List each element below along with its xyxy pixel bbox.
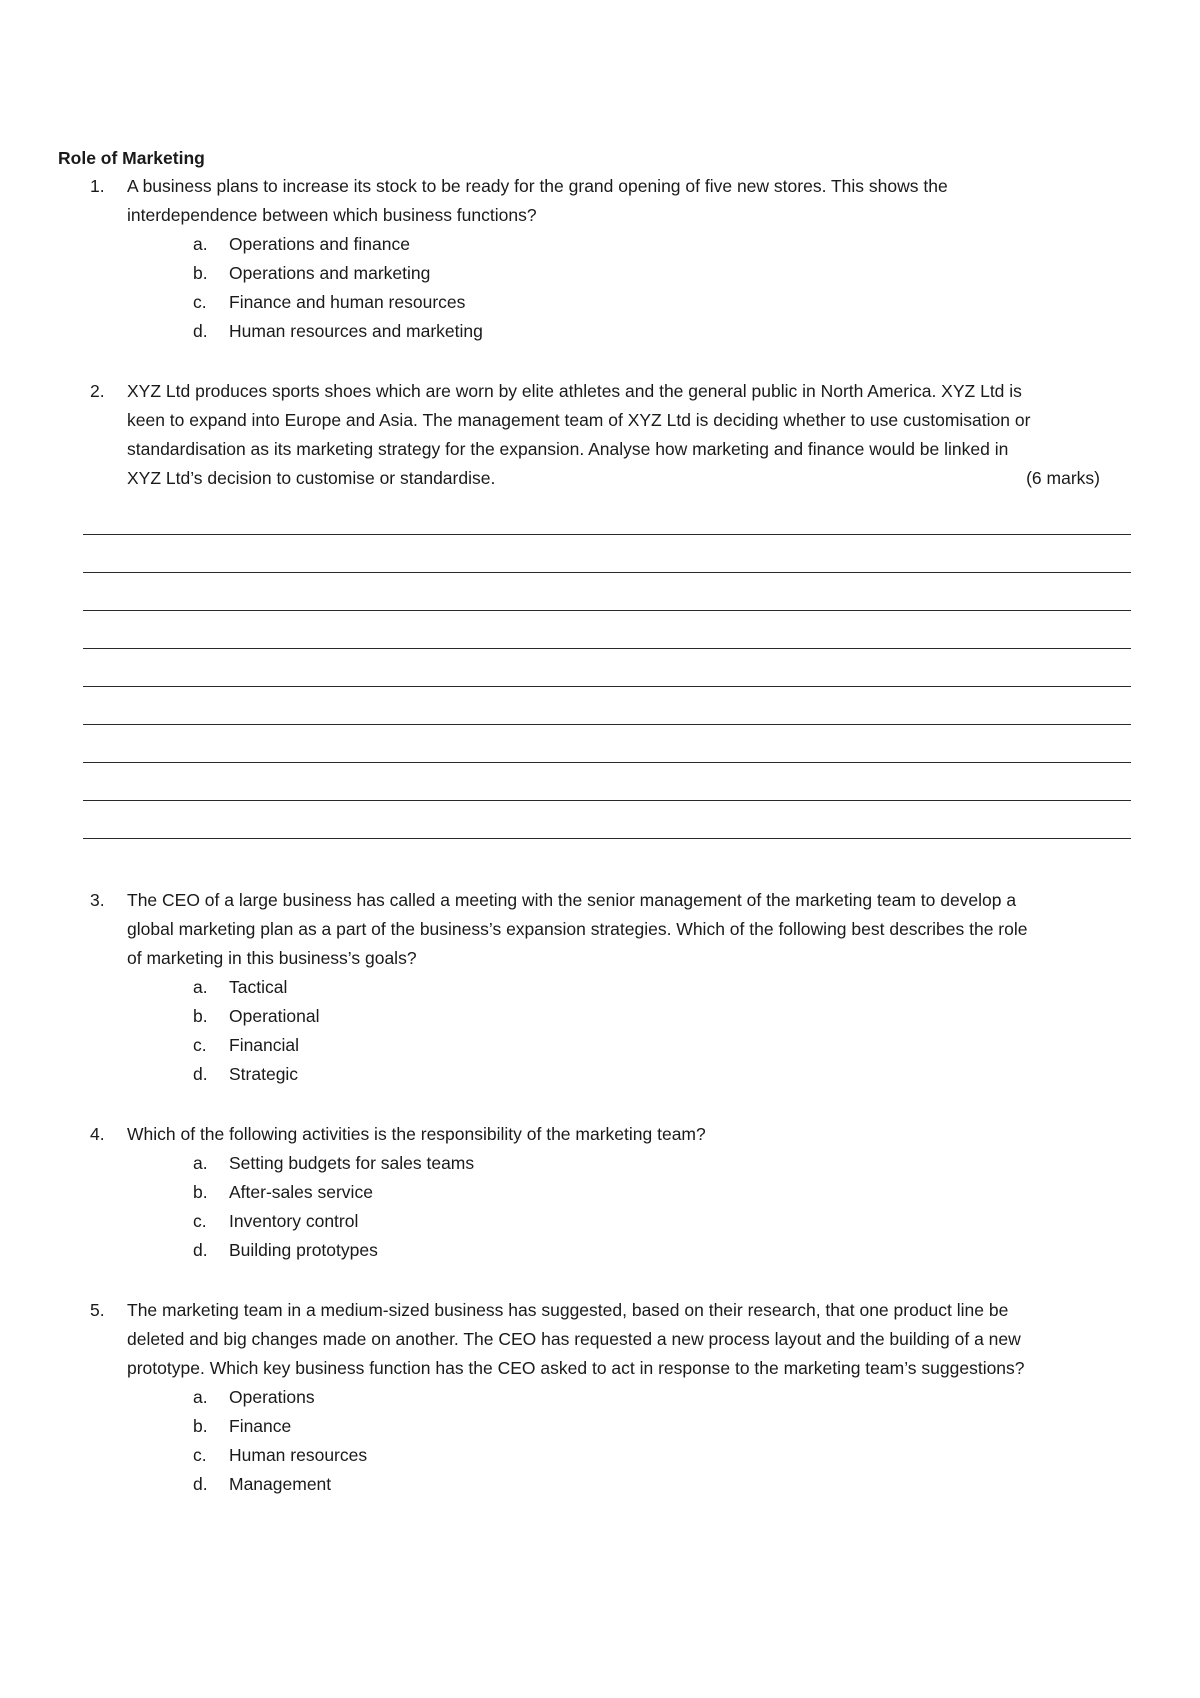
option-letter: c.: [193, 1035, 207, 1055]
option-text: Financial: [229, 1035, 300, 1055]
question-number: 5.: [90, 1300, 105, 1320]
answer-line[interactable]: [83, 762, 1131, 763]
option-d: [90, 317, 1120, 346]
option-a: [90, 230, 1120, 259]
question-line: [90, 435, 1120, 464]
question-1: [90, 172, 1120, 346]
answer-line[interactable]: [83, 724, 1131, 725]
option-letter: c.: [193, 1211, 207, 1231]
option-c: [90, 1207, 1120, 1236]
option-b: [90, 1002, 1120, 1031]
option-letter: a.: [193, 1153, 208, 1173]
answer-line[interactable]: [83, 572, 1131, 573]
question-line: [90, 464, 1120, 493]
option-a: [90, 973, 1120, 1002]
question-line: [90, 886, 1120, 915]
option-d: [90, 1470, 1120, 1499]
question-text: keen to expand into Europe and Asia. The management team of XYZ Ltd is deciding whether to use customisation or: [127, 410, 1031, 430]
question-text: global marketing plan as a part of the business’s expansion strategies. Which of the following best describes the role: [127, 919, 1028, 939]
marks-label: (6 marks): [1026, 468, 1100, 488]
question-line: [90, 915, 1120, 944]
option-text: Operations and finance: [229, 234, 410, 254]
option-text: After-sales service: [229, 1182, 373, 1202]
question-text: deleted and big changes made on another. The CEO has requested a new process layout and the building of a new: [127, 1329, 1021, 1349]
option-letter: a.: [193, 1387, 208, 1407]
answer-line[interactable]: [83, 686, 1131, 687]
question-text: XYZ Ltd’s decision to customise or standardise.: [127, 468, 496, 488]
option-letter: d.: [193, 1240, 208, 1260]
option-letter: d.: [193, 1064, 208, 1084]
question-text: interdependence between which business functions?: [127, 205, 537, 225]
option-letter: b.: [193, 1416, 208, 1436]
question-text: prototype. Which key business function has the CEO asked to act in response to the marketing team’s suggestions?: [127, 1358, 1025, 1378]
answer-line[interactable]: [83, 838, 1131, 839]
answer-line[interactable]: [83, 534, 1131, 535]
option-letter: c.: [193, 1445, 207, 1465]
question-line: [90, 1120, 1120, 1149]
option-b: [90, 1412, 1120, 1441]
option-text: Operations and marketing: [229, 263, 431, 283]
option-text: Finance and human resources: [229, 292, 466, 312]
question-number: 3.: [90, 890, 105, 910]
option-text: Building prototypes: [229, 1240, 378, 1260]
option-text: Setting budgets for sales teams: [229, 1153, 475, 1173]
question-number: 1.: [90, 176, 105, 196]
option-letter: d.: [193, 321, 208, 341]
option-b: [90, 259, 1120, 288]
option-text: Strategic: [229, 1064, 299, 1084]
question-line: [90, 1354, 1120, 1383]
question-line: [90, 201, 1120, 230]
question-line: [90, 377, 1120, 406]
question-3: [90, 886, 1120, 1089]
option-letter: b.: [193, 263, 208, 283]
option-letter: a.: [193, 977, 208, 997]
page-title: Role of Marketing: [58, 148, 205, 168]
question-number: 2.: [90, 381, 105, 401]
option-letter: a.: [193, 234, 208, 254]
answer-lines[interactable]: [83, 534, 1131, 876]
question-text: The marketing team in a medium-sized business has suggested, based on their research, that one product line be: [127, 1300, 1009, 1320]
option-a: [90, 1149, 1120, 1178]
question-5: [90, 1296, 1120, 1499]
option-d: [90, 1236, 1120, 1265]
option-text: Tactical: [229, 977, 288, 997]
answer-line[interactable]: [83, 648, 1131, 649]
question-line: [90, 1325, 1120, 1354]
question-text: XYZ Ltd produces sports shoes which are worn by elite athletes and the general public in North America. XYZ Ltd is: [127, 381, 1022, 401]
question-text: Which of the following activities is the responsibility of the marketing team?: [127, 1124, 706, 1144]
question-4: [90, 1120, 1120, 1265]
option-a: [90, 1383, 1120, 1412]
option-text: Finance: [229, 1416, 292, 1436]
question-line: [90, 172, 1120, 201]
option-text: Inventory control: [229, 1211, 359, 1231]
question-text: standardisation as its marketing strategy for the expansion. Analyse how marketing and finance would be linked in: [127, 439, 1009, 459]
option-letter: b.: [193, 1182, 208, 1202]
question-line: [90, 944, 1120, 973]
question-2: [90, 377, 1120, 493]
answer-line[interactable]: [83, 800, 1131, 801]
question-text: of marketing in this business’s goals?: [127, 948, 417, 968]
answer-line[interactable]: [83, 610, 1131, 611]
option-b: [90, 1178, 1120, 1207]
question-line: [90, 406, 1120, 435]
question-line: [90, 1296, 1120, 1325]
option-c: [90, 1031, 1120, 1060]
option-text: Human resources: [229, 1445, 368, 1465]
option-letter: c.: [193, 292, 207, 312]
option-text: Operational: [229, 1006, 320, 1026]
option-text: Operations: [229, 1387, 315, 1407]
option-letter: b.: [193, 1006, 208, 1026]
option-c: [90, 1441, 1120, 1470]
option-text: Human resources and marketing: [229, 321, 483, 341]
option-text: Management: [229, 1474, 332, 1494]
option-d: [90, 1060, 1120, 1089]
question-number: 4.: [90, 1124, 105, 1144]
question-text: The CEO of a large business has called a meeting with the senior management of the marketing team to develop a: [127, 890, 1017, 910]
option-letter: d.: [193, 1474, 208, 1494]
option-c: [90, 288, 1120, 317]
question-text: A business plans to increase its stock to be ready for the grand opening of five new stores. This shows the: [127, 176, 948, 196]
